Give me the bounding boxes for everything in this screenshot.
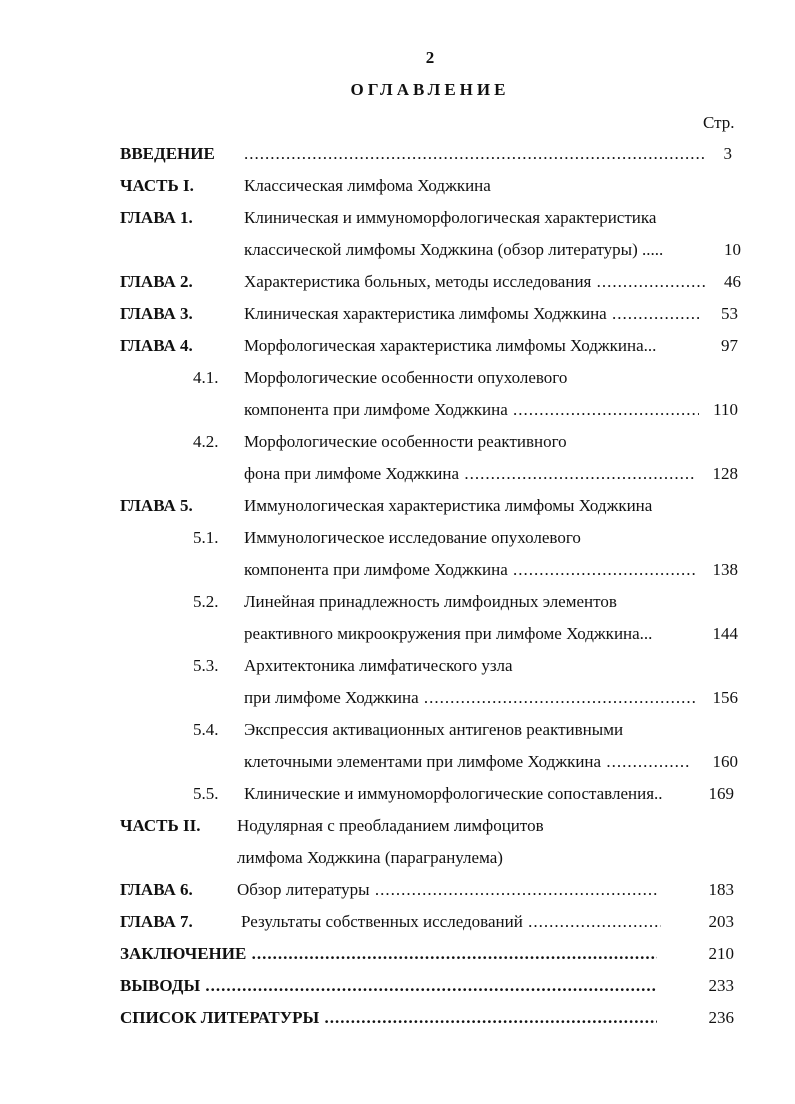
- toc-text: Классическая лимфома Ходжкина: [244, 176, 491, 195]
- toc-text: Характеристика больных, методы исследования .....: [244, 272, 706, 292]
- toc-text: Иммунологическое исследование опухолевого: [244, 528, 581, 547]
- toc-text: Иммунологическая характеристика лимфомы Ходжкина: [244, 496, 653, 515]
- toc-label-section-5-5: 5.5.: [193, 784, 219, 803]
- toc-page: 144: [712, 624, 738, 643]
- toc-page: 156: [712, 688, 738, 707]
- toc-text: Нодулярная с преобладанием лимфоцитов: [237, 816, 544, 835]
- toc-label-section-4-2: 4.2.: [193, 432, 219, 451]
- toc-text: Морфологические особенности реактивного: [244, 432, 567, 451]
- toc-label-chapter-5: ГЛАВА 5.: [120, 496, 193, 515]
- toc-page: 203: [708, 912, 734, 931]
- toc-text-line2: классической лимфомы Ходжкина (обзор литературы) .....: [244, 240, 664, 259]
- toc-text-line2: при лимфоме Ходжкина .....: [244, 688, 696, 708]
- toc-text: Линейная принадлежность лимфоидных элементов: [244, 592, 617, 611]
- toc-label-chapter-7: ГЛАВА 7.: [120, 912, 193, 931]
- toc-page: 210: [708, 944, 734, 963]
- toc-page: 128: [712, 464, 738, 483]
- toc-text: Экспрессия активационных антигенов реактивными: [244, 720, 624, 739]
- toc-label-chapter-2: ГЛАВА 2.: [120, 272, 193, 291]
- toc-label-findings: ВЫВОДЫ .....: [120, 976, 657, 996]
- toc-text-line2: компонента при лимфоме Ходжкина .....: [244, 400, 699, 420]
- toc-text: Морфологическая характеристика лимфомы Ходжкина...: [244, 336, 657, 355]
- pages-column-label: Стр.: [703, 113, 735, 132]
- toc-page: 236: [708, 1008, 734, 1027]
- toc-page: 46: [724, 272, 741, 291]
- toc-text-line2: фона при лимфоме Ходжкина .....: [244, 464, 696, 484]
- toc-label-chapter-1: ГЛАВА 1.: [120, 208, 193, 227]
- toc-page: 138: [712, 560, 738, 579]
- page-title: ОГЛАВЛЕНИЕ: [350, 80, 510, 99]
- toc-text: Архитектоника лимфатического узла: [244, 656, 513, 675]
- page-number: 2: [425, 48, 435, 67]
- toc-text-line2: компонента при лимфоме Ходжкина .....: [244, 560, 696, 580]
- toc-label-chapter-6: ГЛАВА 6.: [120, 880, 193, 899]
- toc-text: Клинические и иммуноморфологические сопоставления..: [244, 784, 663, 803]
- toc-page: 169: [708, 784, 734, 803]
- toc-text: Клиническая и иммуноморфологическая характеристика: [244, 208, 657, 227]
- toc-page: 110: [713, 400, 738, 419]
- toc-label-references: СПИСОК ЛИТЕРАТУРЫ .....: [120, 1008, 657, 1028]
- toc-page: 160: [712, 752, 738, 771]
- toc-page: 97: [721, 336, 738, 355]
- toc-label-conclusion: ЗАКЛЮЧЕНИЕ .....: [120, 944, 657, 964]
- toc-label-section-5-2: 5.2.: [193, 592, 219, 611]
- toc-page: 10: [724, 240, 741, 259]
- toc-label-part-2: ЧАСТЬ II.: [120, 816, 201, 835]
- toc-page: 3: [723, 144, 732, 163]
- toc-text: Обзор литературы .....: [237, 880, 657, 900]
- toc-label-introduction: ВВЕДЕНИЕ: [120, 144, 215, 163]
- toc-label-chapter-3: ГЛАВА 3.: [120, 304, 193, 323]
- toc-text-line2: реактивного микроокружения при лимфоме Ходжкина...: [244, 624, 653, 643]
- toc-page: 183: [708, 880, 734, 899]
- toc-text: Клиническая характеристика лимфомы Ходжкина .....: [244, 304, 699, 324]
- toc-label-part-1: ЧАСТЬ I.: [120, 176, 194, 195]
- toc-text-line2: лимфома Ходжкина (парагранулема): [237, 848, 503, 867]
- toc-page: 53: [721, 304, 738, 323]
- toc-label-section-5-1: 5.1.: [193, 528, 219, 547]
- toc-label-section-4-1: 4.1.: [193, 368, 219, 387]
- toc-leader: [244, 144, 706, 164]
- toc-label-section-5-4: 5.4.: [193, 720, 219, 739]
- toc-page: 233: [708, 976, 734, 995]
- toc-label-section-5-3: 5.3.: [193, 656, 219, 675]
- toc-text: Результаты собственных исследований .....: [241, 912, 661, 932]
- toc-text-line2: клеточными элементами при лимфоме Ходжкина .....: [244, 752, 691, 772]
- toc-text: Морфологические особенности опухолевого: [244, 368, 568, 387]
- toc-label-chapter-4: ГЛАВА 4.: [120, 336, 193, 355]
